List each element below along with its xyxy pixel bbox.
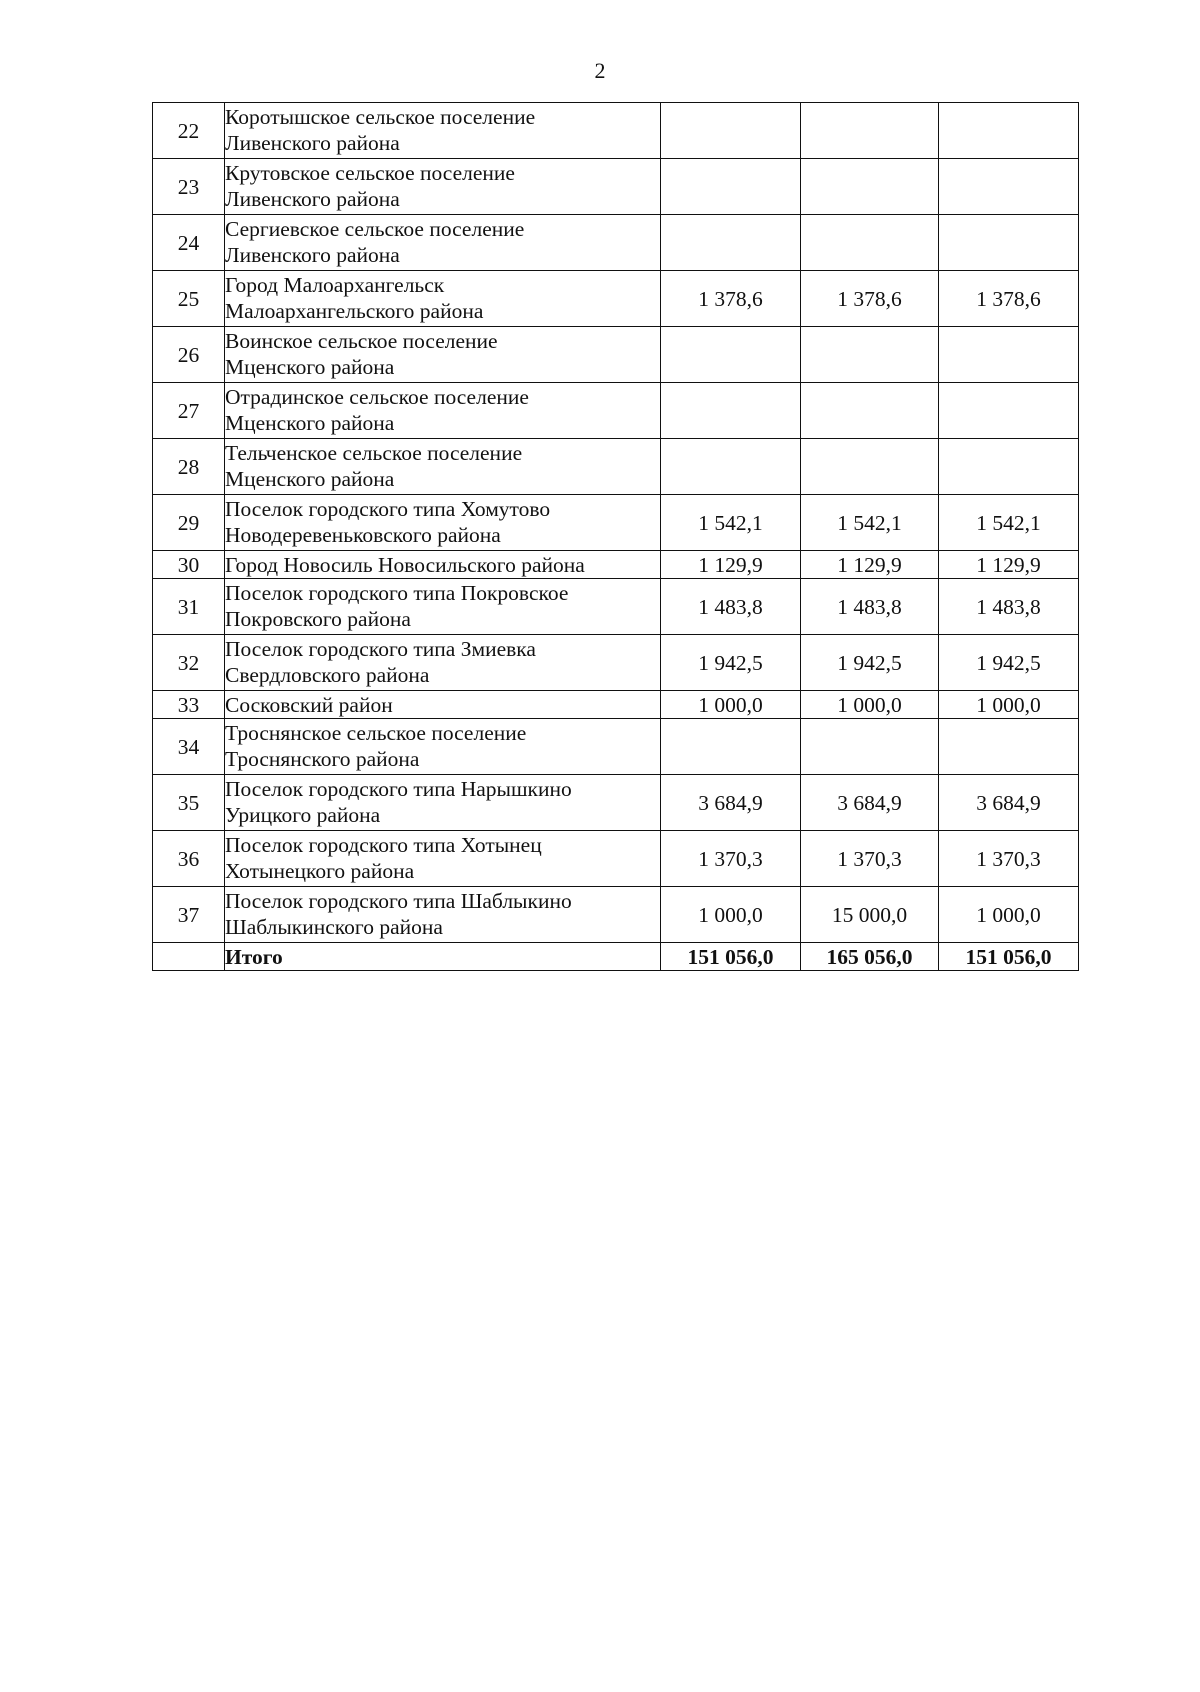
amount-cell-2: 1 378,6	[801, 271, 939, 327]
amount-cell-3: 1 370,3	[939, 831, 1079, 887]
table-row	[153, 831, 1079, 887]
row-number: 35	[153, 775, 225, 831]
amount-cell-1	[661, 383, 801, 439]
amount-cell-2: 1 483,8	[801, 579, 939, 635]
row-number: 34	[153, 719, 225, 775]
total-value-3: 151 056,0	[939, 943, 1079, 971]
amount-cell-1: 1 129,9	[661, 551, 801, 579]
amount-cell-1: 1 370,3	[661, 831, 801, 887]
row-number: 22	[153, 103, 225, 159]
table-row	[153, 159, 1079, 215]
amount-cell-2: 3 684,9	[801, 775, 939, 831]
amount-cell-2: 1 129,9	[801, 551, 939, 579]
municipality-name	[225, 691, 661, 719]
amount-cell-3: 1 000,0	[939, 691, 1079, 719]
municipality-name	[225, 159, 661, 215]
municipality-name-line: Тельченское сельское поселение	[225, 441, 523, 465]
municipality-name-line: Урицкого района	[225, 803, 381, 827]
municipality-name-line: Троснянское сельское поселение	[225, 721, 527, 745]
total-num-cell	[153, 943, 225, 971]
municipality-name-line: Поселок городского типа Хотынец	[225, 833, 542, 857]
municipality-name	[225, 635, 661, 691]
row-number: 29	[153, 495, 225, 551]
table-row	[153, 691, 1079, 719]
amount-cell-3: 1 000,0	[939, 887, 1079, 943]
row-number: 24	[153, 215, 225, 271]
amount-cell-1	[661, 215, 801, 271]
row-number: 33	[153, 691, 225, 719]
municipality-name-line: Мценского района	[225, 355, 395, 379]
municipality-name	[225, 215, 661, 271]
row-number: 37	[153, 887, 225, 943]
amount-cell-2	[801, 383, 939, 439]
municipality-name-line: Малоархангельского района	[225, 299, 484, 323]
municipality-name-line: Ливенского района	[225, 187, 400, 211]
amount-cell-2	[801, 159, 939, 215]
municipality-name-line: Шаблыкинского района	[225, 915, 443, 939]
municipality-name-line: Ливенского района	[225, 131, 400, 155]
amount-cell-1: 1 483,8	[661, 579, 801, 635]
total-value-2: 165 056,0	[801, 943, 939, 971]
amount-cell-1: 1 000,0	[661, 691, 801, 719]
amount-cell-3	[939, 719, 1079, 775]
municipality-name-line: Город Новосиль Новосильского района	[225, 552, 585, 577]
municipality-name	[225, 719, 661, 775]
total-value-1: 151 056,0	[661, 943, 801, 971]
table-row	[153, 495, 1079, 551]
amount-cell-3: 1 542,1	[939, 495, 1079, 551]
table-row	[153, 439, 1079, 495]
table-body	[153, 103, 1079, 943]
amount-cell-2	[801, 103, 939, 159]
table-row	[153, 271, 1079, 327]
table-row	[153, 383, 1079, 439]
page-number: 2	[594, 58, 606, 83]
municipality-name-line: Коротышское сельское поселение	[225, 105, 536, 129]
amount-cell-3	[939, 215, 1079, 271]
municipality-name	[225, 103, 661, 159]
municipality-name	[225, 495, 661, 551]
allocation-table	[152, 102, 1079, 971]
amount-cell-2	[801, 719, 939, 775]
municipality-name	[225, 831, 661, 887]
municipality-name-line: Крутовское сельское поселение	[225, 161, 515, 185]
amount-cell-1: 1 542,1	[661, 495, 801, 551]
table-total	[153, 943, 1079, 971]
municipality-name-line: Сергиевское сельское поселение	[225, 217, 525, 241]
amount-cell-2: 1 000,0	[801, 691, 939, 719]
amount-cell-2: 15 000,0	[801, 887, 939, 943]
municipality-name	[225, 551, 661, 579]
row-number: 31	[153, 579, 225, 635]
amount-cell-3	[939, 159, 1079, 215]
amount-cell-1	[661, 327, 801, 383]
municipality-name-line: Город Малоархангельск	[225, 273, 445, 297]
municipality-name	[225, 887, 661, 943]
total-label: Итого	[225, 943, 661, 971]
total-row	[153, 943, 1079, 971]
row-number: 32	[153, 635, 225, 691]
municipality-name-line: Поселок городского типа Покровское	[225, 581, 569, 605]
municipality-name	[225, 439, 661, 495]
amount-cell-3	[939, 439, 1079, 495]
municipality-name-line: Новодеревеньковского района	[225, 523, 501, 547]
amount-cell-3	[939, 103, 1079, 159]
municipality-name	[225, 579, 661, 635]
amount-cell-3	[939, 383, 1079, 439]
municipality-name-line: Хотынецкого района	[225, 859, 415, 883]
municipality-name	[225, 775, 661, 831]
amount-cell-2: 1 942,5	[801, 635, 939, 691]
table-row	[153, 327, 1079, 383]
table-row	[153, 579, 1079, 635]
row-number: 27	[153, 383, 225, 439]
amount-cell-3: 1 483,8	[939, 579, 1079, 635]
amount-cell-3: 1 942,5	[939, 635, 1079, 691]
row-number: 30	[153, 551, 225, 579]
amount-cell-1	[661, 159, 801, 215]
amount-cell-1	[661, 103, 801, 159]
table-row	[153, 719, 1079, 775]
amount-cell-2	[801, 215, 939, 271]
municipality-name-line: Поселок городского типа Нарышкино	[225, 777, 572, 801]
row-number: 26	[153, 327, 225, 383]
row-number: 36	[153, 831, 225, 887]
table-row	[153, 635, 1079, 691]
municipality-name-line: Троснянского района	[225, 747, 420, 771]
municipality-name-line: Отрадинское сельское поселение	[225, 385, 529, 409]
municipality-name-line: Свердловского района	[225, 663, 430, 687]
amount-cell-3: 1 129,9	[939, 551, 1079, 579]
municipality-name-line: Мценского района	[225, 467, 395, 491]
municipality-name-line: Ливенского района	[225, 243, 400, 267]
municipality-name-line: Покровского района	[225, 607, 411, 631]
table-row	[153, 887, 1079, 943]
amount-cell-1: 1 378,6	[661, 271, 801, 327]
row-number: 23	[153, 159, 225, 215]
table-row	[153, 215, 1079, 271]
municipality-name	[225, 327, 661, 383]
amount-cell-3	[939, 327, 1079, 383]
amount-cell-1	[661, 719, 801, 775]
municipality-name	[225, 271, 661, 327]
amount-cell-1: 3 684,9	[661, 775, 801, 831]
municipality-name-line: Поселок городского типа Змиевка	[225, 637, 536, 661]
amount-cell-2	[801, 327, 939, 383]
municipality-name	[225, 383, 661, 439]
row-number: 25	[153, 271, 225, 327]
municipality-name-line: Поселок городского типа Шаблыкино	[225, 889, 572, 913]
table-row	[153, 775, 1079, 831]
municipality-name-line: Сосковский район	[225, 692, 393, 717]
municipality-name-line: Поселок городского типа Хомутово	[225, 497, 551, 521]
amount-cell-3: 3 684,9	[939, 775, 1079, 831]
table-row	[153, 103, 1079, 159]
amount-cell-2	[801, 439, 939, 495]
amount-cell-1: 1 942,5	[661, 635, 801, 691]
amount-cell-3: 1 378,6	[939, 271, 1079, 327]
row-number: 28	[153, 439, 225, 495]
amount-cell-1	[661, 439, 801, 495]
table-row	[153, 551, 1079, 579]
amount-cell-2: 1 542,1	[801, 495, 939, 551]
municipality-name-line: Воинское сельское поселение	[225, 329, 498, 353]
municipality-name-line: Мценского района	[225, 411, 395, 435]
amount-cell-1: 1 000,0	[661, 887, 801, 943]
amount-cell-2: 1 370,3	[801, 831, 939, 887]
